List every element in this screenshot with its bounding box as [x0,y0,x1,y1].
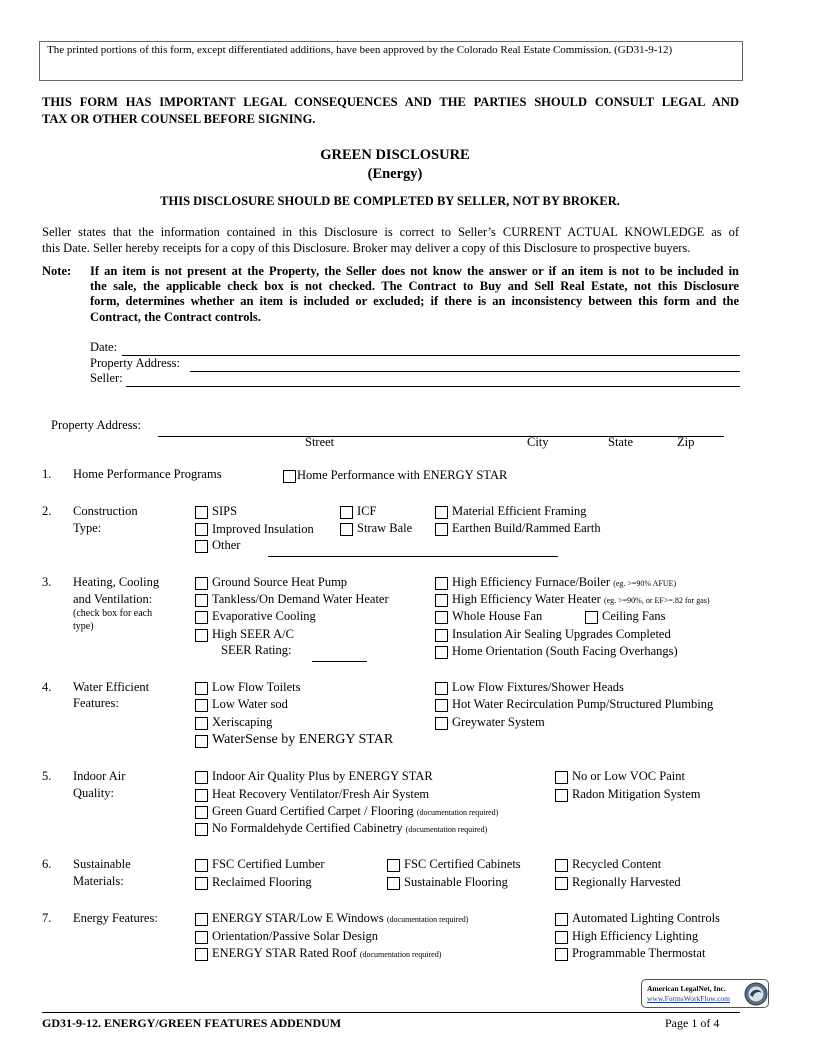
checkbox-icf[interactable] [340,506,353,519]
seller-label: Seller: [90,371,123,385]
label-earthen-build: Earthen Build/Rammed Earth [452,521,601,535]
notice-box [39,41,743,81]
other-field[interactable] [268,556,558,557]
seller-instruction: THIS DISCLOSURE SHOULD BE COMPLETED BY SELLER, NOT BY BROKER. [160,194,620,208]
checkbox-sustainable-flooring[interactable] [387,877,400,890]
label-high-efficiency-furnace [452,575,676,590]
checkbox-low-voc-paint[interactable] [555,771,568,784]
water-heater-text: High Efficiency Water Heater [452,592,601,606]
american-legalnet-logo[interactable] [641,979,769,1008]
label-sustainable-flooring: Sustainable Flooring [404,875,508,889]
label-fsc-cabinets: FSC Certified Cabinets [404,857,521,871]
no-formaldehyde-doc-note: (documentation required) [405,825,488,834]
seller-field[interactable] [126,386,740,387]
label-material-efficient-framing: Material Efficient Framing [452,504,587,518]
checkbox-evaporative-cooling[interactable] [195,611,208,624]
section-5-title-2: Quality: [73,786,114,800]
seer-rating-label: SEER Rating: [221,643,292,657]
checkbox-material-efficient-framing[interactable] [435,506,448,519]
checkbox-ceiling-fans[interactable] [585,611,598,624]
checkbox-tankless-water-heater[interactable] [195,594,208,607]
label-recycled-content: Recycled Content [572,857,662,871]
checkbox-passive-solar-design[interactable] [195,931,208,944]
label-tankless-water-heater: Tankless/On Demand Water Heater [212,592,389,606]
label-ceiling-fans: Ceiling Fans [602,609,666,623]
label-low-water-sod: Low Water sod [212,697,288,711]
energy-star-windows-text: ENERGY STAR/Low E Windows [212,911,384,925]
label-no-formaldehyde-cabinetry [212,821,487,836]
checkbox-ground-source-heat-pump[interactable] [195,577,208,590]
energy-star-roof-text: ENERGY STAR Rated Roof [212,946,357,960]
label-energy-star-windows [212,911,468,926]
page-subtitle: (Energy) [367,166,423,182]
property-address-field[interactable] [190,371,740,372]
label-greywater-system: Greywater System [452,715,545,729]
checkbox-watersense[interactable] [195,735,208,748]
label-passive-solar-design: Orientation/Passive Solar Design [212,929,378,943]
label-sips: SIPS [212,504,238,518]
checkbox-straw-bale[interactable] [340,523,353,536]
footer-form-id: GD31-9-12. ENERGY/GREEN FEATURES ADDENDUM [42,1016,342,1030]
label-regionally-harvested: Regionally Harvested [572,875,681,889]
warning-line-2: TAX OR OTHER COUNSEL BEFORE SIGNING. [42,112,316,126]
checkbox-reclaimed-flooring[interactable] [195,877,208,890]
water-heater-note: (eg. >=90%, or EF>=.82 for gas) [603,596,710,605]
checkbox-radon-mitigation[interactable] [555,789,568,802]
label-heat-recovery-ventilator: Heat Recovery Ventilator/Fresh Air System [212,787,430,801]
label-green-guard-carpet [212,804,498,819]
warning-line-1: THIS FORM HAS IMPORTANT LEGAL CONSEQUENCES AND THE PARTIES SHOULD CONSULT LEGAL AND [42,95,739,109]
checkbox-energy-star-roof[interactable] [195,948,208,961]
label-programmable-thermostat: Programmable Thermostat [572,946,706,960]
note-label: Note: [42,264,72,278]
checkbox-programmable-thermostat[interactable] [555,948,568,961]
note-line-4: Contract, the Contract controls. [90,310,261,324]
address-label: Property Address: [51,418,141,432]
section-7-number: 7. [42,911,52,925]
checkbox-automated-lighting-controls[interactable] [555,913,568,926]
footer-rule [42,1012,740,1013]
state-caption: State [608,435,633,449]
label-automated-lighting-controls: Automated Lighting Controls [572,911,720,925]
address-field[interactable] [158,436,724,437]
section-1-title: Home Performance Programs [73,467,222,481]
checkbox-no-formaldehyde-cabinetry[interactable] [195,823,208,836]
section-1-number: 1. [42,467,52,481]
note-line-1: If an item is not present at the Property, the Seller does not know the answer or if an item is not to be included in [90,264,739,278]
checkbox-energy-star-windows[interactable] [195,913,208,926]
label-low-flow-toilets: Low Flow Toilets [212,680,301,694]
checkbox-sips[interactable] [195,506,208,519]
checkbox-low-flow-fixtures[interactable] [435,682,448,695]
globe-icon [744,982,768,1006]
checkbox-low-flow-toilets[interactable] [195,682,208,695]
section-6-number: 6. [42,857,52,871]
label-whole-house-fan: Whole House Fan [452,609,543,623]
section-4-number: 4. [42,680,52,694]
section-4-title-2: Features: [73,696,119,710]
checkbox-home-orientation[interactable] [435,646,448,659]
zip-caption: Zip [677,435,695,449]
section-6-title-1: Sustainable [73,857,131,871]
note-line-3: form, determines whether an item is included or excluded; if there is an inconsistency between this form and the [90,294,739,308]
date-label: Date: [90,340,118,354]
green-guard-doc-note: (documentation required) [416,808,499,817]
label-high-efficiency-lighting: High Efficiency Lighting [572,929,699,943]
note-line-2: the sale, the applicable check box is not checked. The Contract to Buy and Sell Real Estate, not this Disclosure [90,279,739,293]
checkbox-green-guard-carpet[interactable] [195,806,208,819]
checkbox-high-efficiency-water-heater[interactable] [435,594,448,607]
statement-line-1: Seller states that the information contained in this Disclosure is correct to Seller’s CURRENT ACTUAL KNOWLEDGE as of [42,225,739,239]
date-field[interactable] [122,355,740,356]
label-other: Other [212,538,241,552]
label-high-seer-ac: High SEER A/C [212,627,294,641]
label-reclaimed-flooring: Reclaimed Flooring [212,875,312,889]
label-energy-star-roof [212,946,441,961]
furnace-note: (eg. >=90% AFUE) [613,579,677,588]
label-hot-water-recirculation: Hot Water Recirculation Pump/Structured Plumbing [452,697,714,711]
checkbox-earthen-build[interactable] [435,523,448,536]
section-7-title: Energy Features: [73,911,158,925]
label-radon-mitigation: Radon Mitigation System [572,787,701,801]
checkbox-home-performance-energy-star[interactable] [283,470,296,483]
label-straw-bale: Straw Bale [357,521,413,535]
label-low-flow-fixtures: Low Flow Fixtures/Shower Heads [452,680,624,694]
seer-rating-field[interactable] [312,661,367,662]
checkbox-high-efficiency-lighting[interactable] [555,931,568,944]
checkbox-low-water-sod[interactable] [195,699,208,712]
section-5-number: 5. [42,769,52,783]
checkbox-whole-house-fan[interactable] [435,611,448,624]
label-low-voc-paint: No or Low VOC Paint [572,769,685,783]
property-address-label: Property Address: [90,356,180,370]
energy-star-windows-doc-note: (documentation required) [386,915,469,924]
checkbox-fsc-cabinets[interactable] [387,859,400,872]
label-high-efficiency-water-heater [452,592,710,607]
label-indoor-air-quality-plus: Indoor Air Quality Plus by ENERGY STAR [212,769,433,783]
section-2-title-1: Construction [73,504,138,518]
checkbox-high-seer-ac[interactable] [195,629,208,642]
label-ground-source-heat-pump: Ground Source Heat Pump [212,575,348,589]
label-fsc-lumber: FSC Certified Lumber [212,857,325,871]
checkbox-other[interactable] [195,540,208,553]
label-watersense: WaterSense by ENERGY STAR [212,732,394,747]
checkbox-heat-recovery-ventilator[interactable] [195,789,208,802]
checkbox-recycled-content[interactable] [555,859,568,872]
section-3-title-1: Heating, Cooling [73,575,160,589]
section-3-title-2: and Ventilation: [73,592,153,606]
checkbox-improved-insulation[interactable] [195,523,208,536]
label-xeriscaping: Xeriscaping [212,715,273,729]
section-4-title-1: Water Efficient [73,680,150,694]
section-2-title-2: Type: [73,521,102,535]
logo-url[interactable]: www.FormsWorkFlow.com [647,994,731,1003]
no-formaldehyde-text: No Formaldehyde Certified Cabinetry [212,821,403,835]
label-home-performance-energy-star: Home Performance with ENERGY STAR [297,468,508,482]
statement-line-2: this Date. Seller hereby receipts for a copy of this Disclosure. Broker may deliver a copy of this Disclosure to prospective buyers. [42,241,691,255]
section-5-title-1: Indoor Air [73,769,126,783]
energy-star-roof-doc-note: (documentation required) [359,950,442,959]
page-title: GREEN DISCLOSURE [320,147,470,163]
green-guard-text: Green Guard Certified Carpet / Flooring [212,804,414,818]
city-caption: City [527,435,549,449]
label-home-orientation: Home Orientation (South Facing Overhangs) [452,644,678,658]
label-insulation-air-sealing: Insulation Air Sealing Upgrades Completed [452,627,671,641]
footer-page-number: Page 1 of 4 [665,1016,720,1030]
checkbox-hot-water-recirculation[interactable] [435,699,448,712]
checkbox-indoor-air-quality-plus[interactable] [195,771,208,784]
section-3-title-3: (check box for each [73,608,153,619]
checkbox-high-efficiency-furnace[interactable] [435,577,448,590]
label-icf: ICF [357,504,377,518]
street-caption: Street [305,435,335,449]
checkbox-regionally-harvested[interactable] [555,877,568,890]
checkbox-xeriscaping[interactable] [195,717,208,730]
section-6-title-2: Materials: [73,874,124,888]
checkbox-fsc-lumber[interactable] [195,859,208,872]
furnace-text: High Efficiency Furnace/Boiler [452,575,611,589]
logo-company: American LegalNet, Inc. [647,984,726,993]
checkbox-insulation-air-sealing[interactable] [435,629,448,642]
section-3-title-4: type) [73,621,94,632]
section-2-number: 2. [42,504,52,518]
label-evaporative-cooling: Evaporative Cooling [212,609,316,623]
section-3-number: 3. [42,575,52,589]
label-improved-insulation: Improved Insulation [212,522,314,536]
checkbox-greywater-system[interactable] [435,717,448,730]
commission-notice: The printed portions of this form, except differentiated additions, have been approved by the Colorado Real Estate Commission. (GD31-9-12) [47,44,673,56]
